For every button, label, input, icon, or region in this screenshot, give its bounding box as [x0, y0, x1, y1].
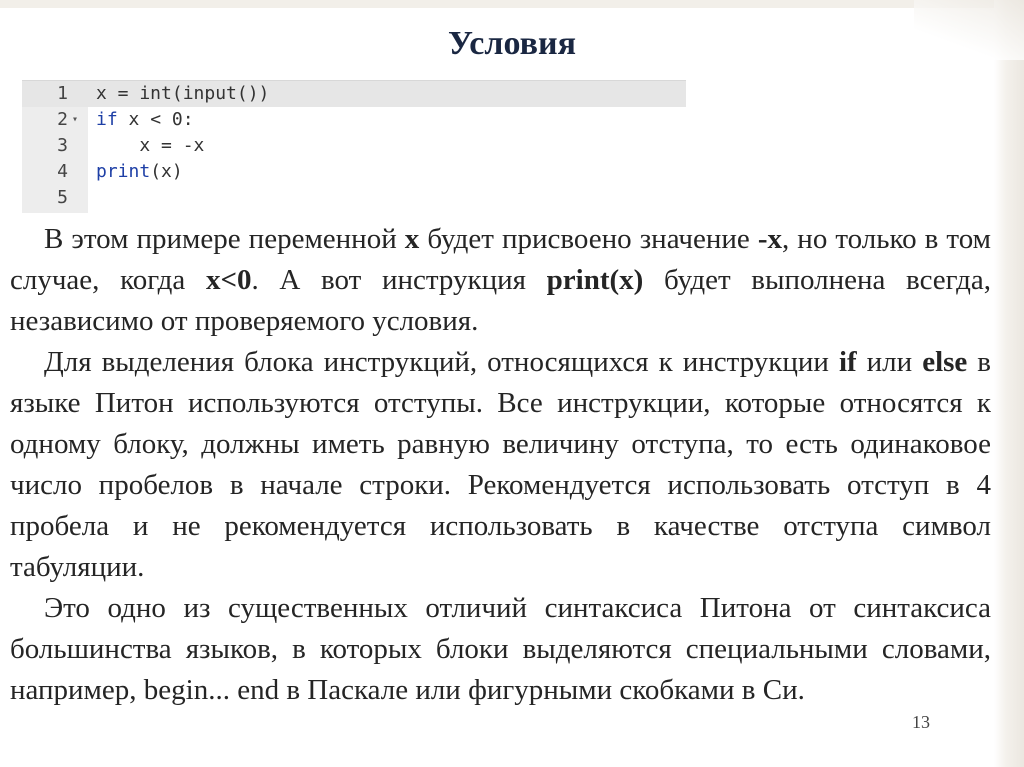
line-number: 4 — [57, 161, 68, 182]
paragraph — [10, 219, 991, 342]
slide-body-text — [10, 219, 991, 711]
paragraph — [10, 588, 991, 711]
code-line — [22, 133, 686, 159]
line-number: 2 — [57, 109, 68, 130]
slide-title: Условия — [448, 25, 576, 62]
line-number: 3 — [57, 135, 68, 156]
bold-term: print — [546, 264, 610, 296]
text-run: Это одно из существенных отличий синтаксиса Питона от синтаксиса большинства языков, в которых блоки выделяются специальными словами, например, begin... end в Паскале или фигурными скобками в Си. — [10, 592, 991, 706]
text-run: или — [856, 346, 923, 378]
code-keyword: if — [96, 109, 118, 130]
bold-term: if — [838, 346, 857, 378]
bold-term: (x) — [609, 264, 644, 296]
code-rest: (x) — [150, 161, 183, 182]
code-line — [22, 159, 686, 185]
slide-right-border — [994, 0, 1024, 767]
code-editor-screenshot — [22, 80, 686, 213]
fold-arrow-icon[interactable]: ▾ — [72, 114, 79, 125]
line-number: 1 — [57, 83, 68, 104]
code-rest: x < 0: — [117, 109, 194, 130]
text-run: Для выделения блока инструкций, относящихся к инструкции — [44, 346, 839, 378]
code-text — [96, 159, 183, 185]
paragraph — [10, 342, 991, 588]
bold-term: x — [404, 223, 420, 255]
line-number: 5 — [57, 187, 68, 208]
text-run: , но только в том случае, когда — [10, 223, 991, 296]
text-run: будет выполнена всегда, независимо от проверяемого условия. — [10, 264, 991, 337]
code-text: x = -x — [96, 135, 205, 156]
code-line — [22, 185, 686, 211]
slide-top-border — [0, 0, 1024, 8]
bold-term: else — [922, 346, 968, 378]
text-run: В этом примере переменной — [44, 223, 405, 255]
code-line — [22, 81, 686, 107]
code-line — [22, 107, 686, 133]
text-run: . А вот инструкция — [251, 264, 547, 296]
text-run: в языке Питон используются отступы. Все инструкции, которые относятся к одному блоку, должны иметь равную величину отступа, то есть одинаковое число пробелов в начале строки. Рекомендуется использовать отступ в 4 пробела и не рекомендуется использовать в качестве отступа символ табуляции. — [10, 346, 992, 583]
page-number: 13 — [912, 712, 930, 732]
text-run: будет присвоено значение — [419, 223, 758, 255]
code-keyword: print — [96, 161, 151, 182]
code-text — [96, 107, 194, 133]
bold-term: x<0 — [205, 264, 252, 296]
code-text: x = int(input()) — [96, 83, 270, 104]
bold-term: -x — [757, 223, 782, 255]
